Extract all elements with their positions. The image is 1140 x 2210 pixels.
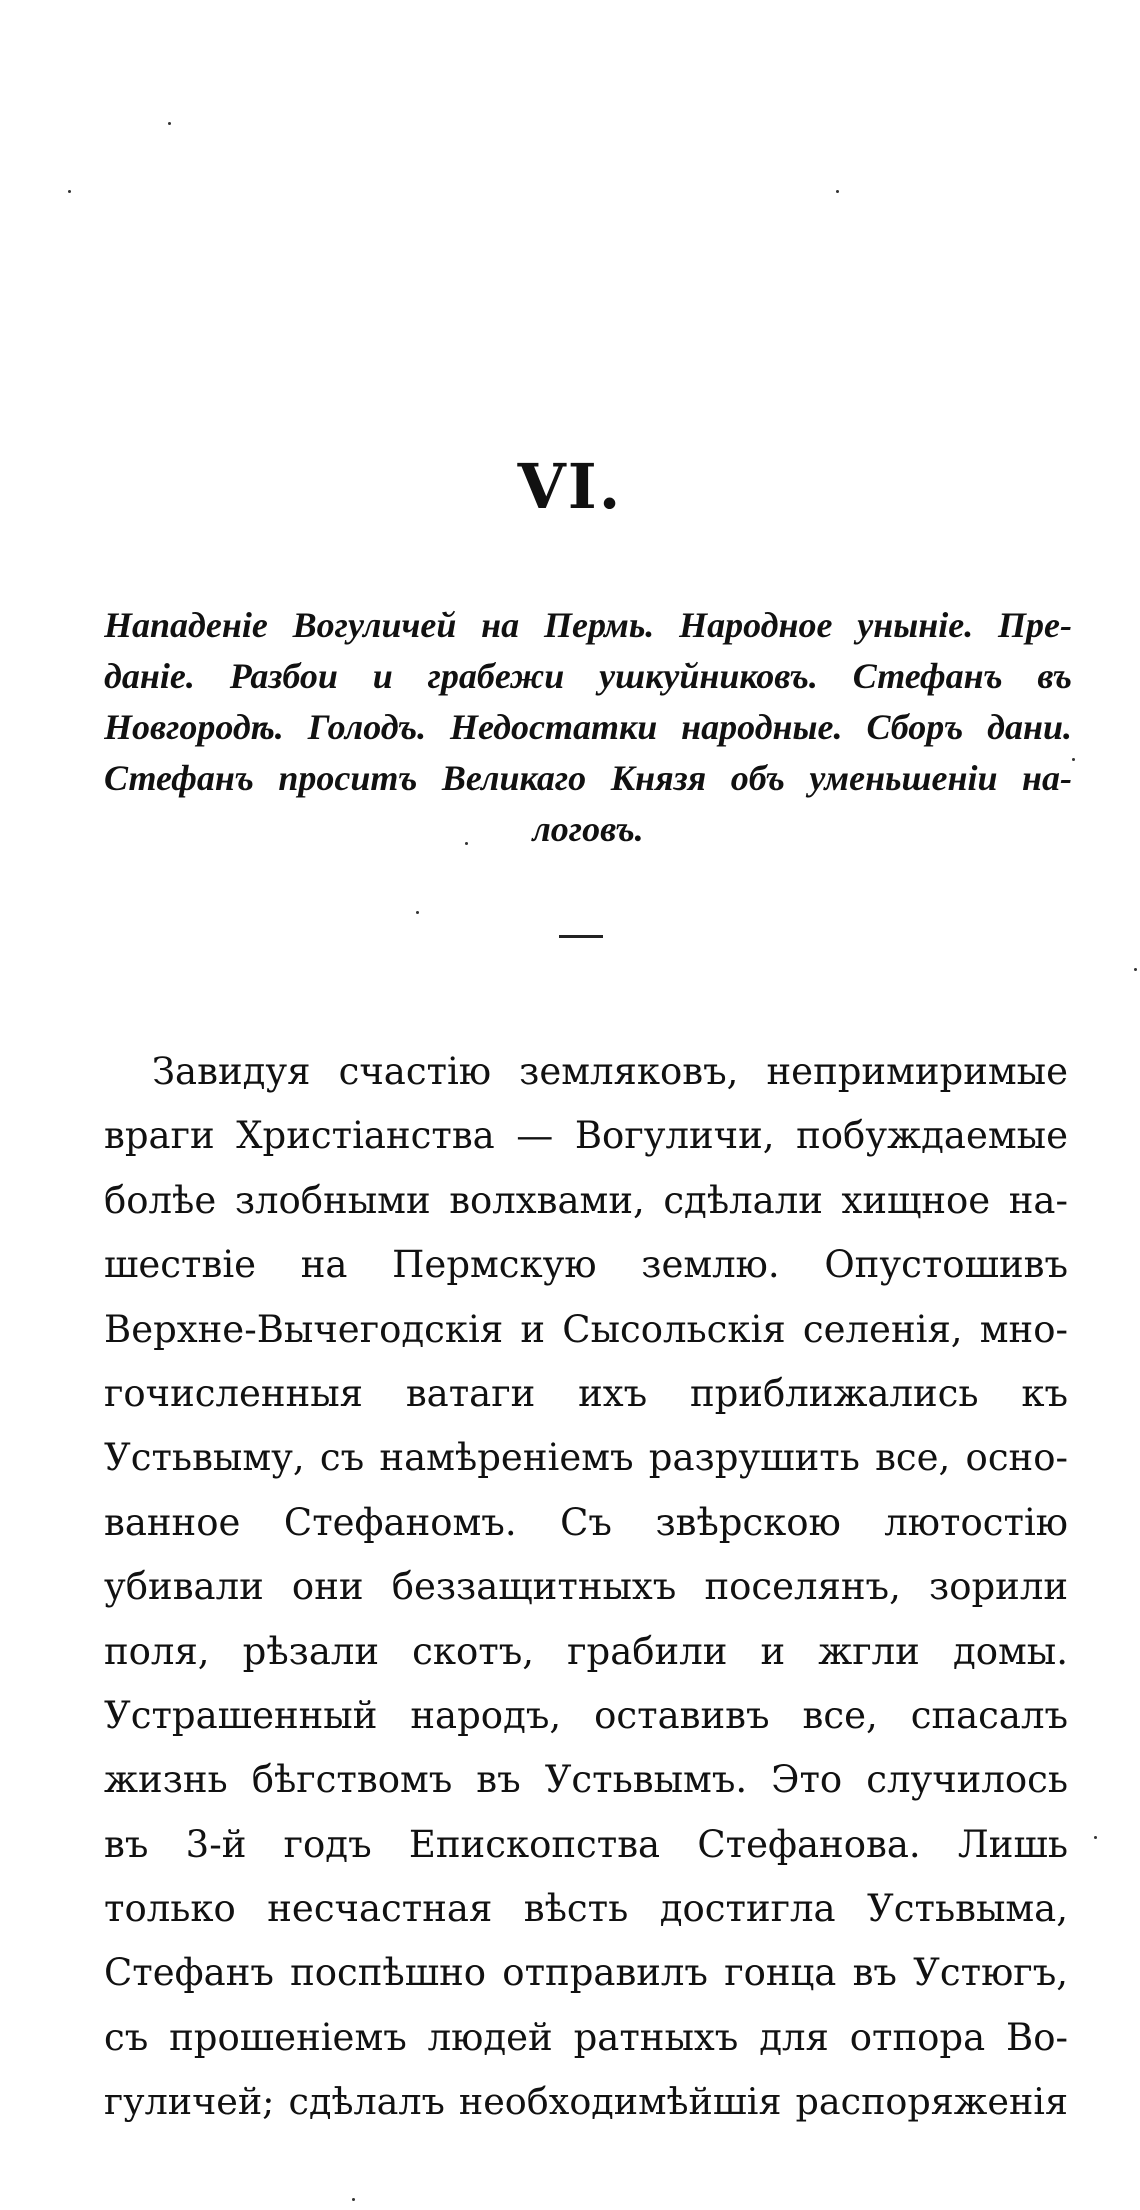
summary-line: Стефанъ проситъ Великаго Князя объ уменьшеніи на- xyxy=(104,758,1072,798)
text-line: въ 3-й годъ Епископства Стефанова. Лишь xyxy=(104,1822,1068,1866)
text-line: только несчастная вѣсть достигла Устьвыма, xyxy=(104,1887,1068,1931)
scan-speck xyxy=(465,842,468,845)
text-line: Верхне-Вычегодскія и Сысольскія селенія, мно- xyxy=(104,1307,1068,1351)
scan-speck xyxy=(1134,968,1137,971)
text-line: Устьвыму, съ намѣреніемъ разрушить все, осно- xyxy=(104,1436,1068,1480)
text-line: Стефанъ поспѣшно отправилъ гонца въ Устюгъ, xyxy=(104,1951,1068,1995)
text-line: Устрашенный народъ, оставивъ все, спасалъ xyxy=(104,1693,1068,1737)
text-line: Завидуя счастію земляковъ, непримиримые xyxy=(152,1050,1068,1093)
summary-line: Нападеніе Вогуличей на Пермь. Народное уныніе. Пре- xyxy=(104,605,1072,645)
chapter-summary xyxy=(104,600,1072,855)
scan-speck xyxy=(1094,1836,1097,1839)
summary-line: логовъ. xyxy=(532,809,644,849)
chapter-number: VI. xyxy=(517,450,623,523)
scan-speck xyxy=(352,2198,355,2201)
text-line: шествіе на Пермскую землю. Опустошивъ xyxy=(104,1243,1068,1287)
summary-line: даніе. Разбои и грабежи ушкуйниковъ. Стефанъ въ xyxy=(104,656,1072,696)
scan-speck xyxy=(168,122,171,125)
text-line: убивали они беззащитныхъ поселянъ, зорили xyxy=(104,1565,1068,1609)
text-line: жизнь бѣгствомъ въ Устьвымъ. Это случилось xyxy=(104,1758,1068,1802)
text-line: болѣе злобными волхвами, сдѣлали хищное на- xyxy=(104,1178,1068,1222)
scan-speck xyxy=(416,911,419,914)
body-text xyxy=(104,1040,1068,2135)
section-divider xyxy=(559,935,603,938)
text-line: враги Христіанства — Вогуличи, побуждаемые xyxy=(104,1114,1068,1158)
text-line: съ прошеніемъ людей ратныхъ для отпора Во- xyxy=(104,2015,1068,2059)
text-line: поля, рѣзали скотъ, грабили и жгли домы. xyxy=(104,1629,1068,1673)
scan-speck xyxy=(1072,758,1075,761)
scan-speck xyxy=(68,190,71,193)
scan-speck xyxy=(836,190,839,193)
text-line: гочисленныя ватаги ихъ приближались къ xyxy=(104,1371,1068,1415)
text-line: гуличей; сдѣлалъ необходимѣйшія распоряженія xyxy=(104,2080,1068,2124)
summary-line: Новгородѣ. Голодъ. Недостатки народные. Сборъ дани. xyxy=(104,707,1072,747)
text-line: ванное Стефаномъ. Съ звѣрскою лютостію xyxy=(104,1500,1068,1544)
